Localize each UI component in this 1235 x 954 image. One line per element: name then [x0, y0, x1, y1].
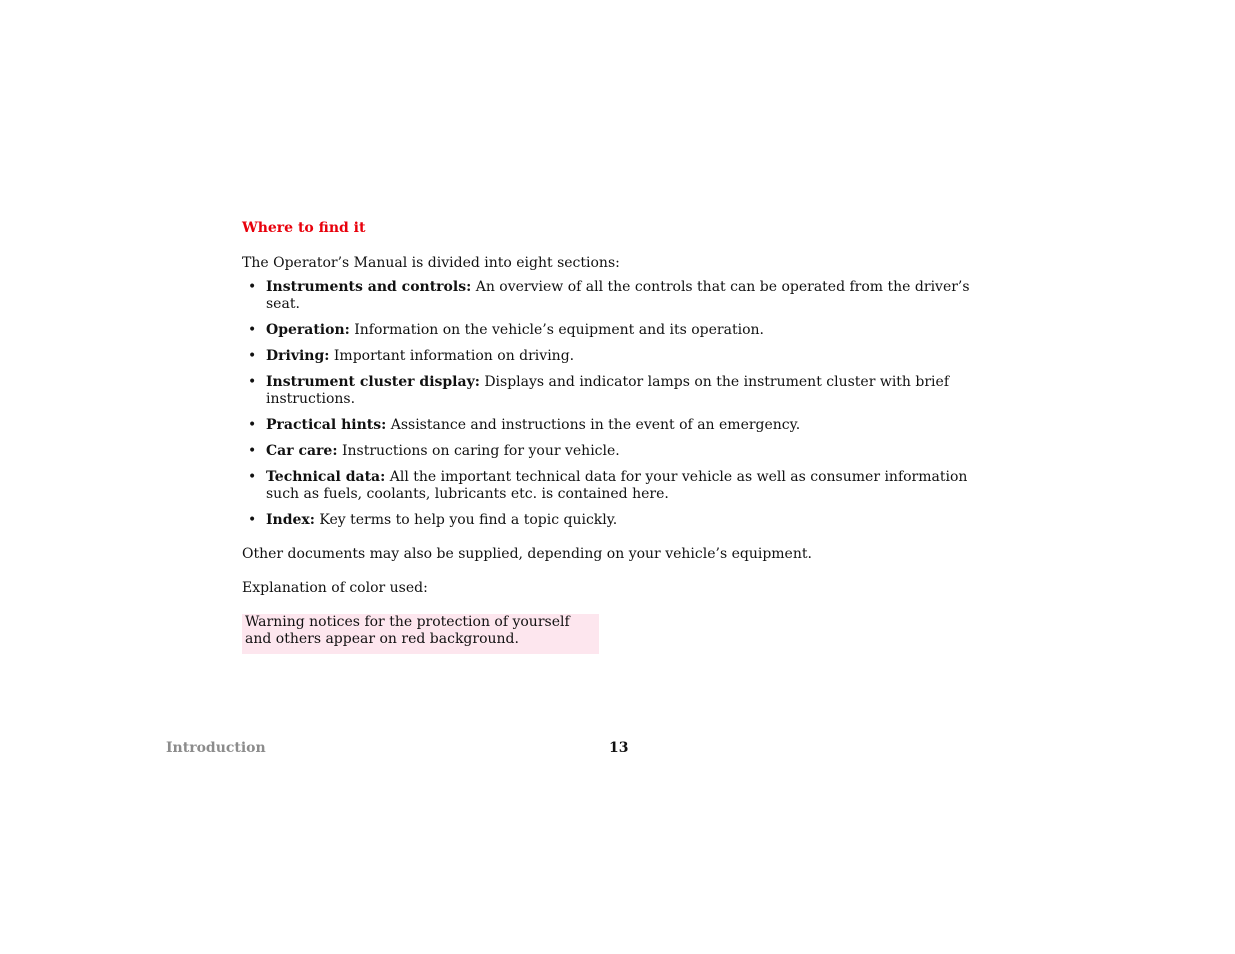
- list-item: [242, 443, 1002, 460]
- list-item-term: Index:: [266, 512, 315, 528]
- bullet: •: [248, 374, 257, 390]
- bullet: •: [248, 348, 257, 364]
- list-item: [242, 348, 1002, 365]
- color-explanation-label: Explanation of color used:: [242, 580, 428, 596]
- list-item-term: Car care:: [266, 443, 338, 459]
- list-item-term: Instruments and controls:: [266, 279, 472, 295]
- list-item: [242, 279, 1002, 313]
- list-item-text: Key terms to help you find a topic quickly.: [314, 512, 618, 528]
- intro-paragraph: The Operator’s Manual is divided into eight sections:: [242, 255, 620, 271]
- list-item: [242, 417, 1002, 434]
- list-item-text: Displays and indicator lamps on the instrument cluster with brief instructions.: [266, 374, 949, 407]
- list-item-text: Assistance and instructions in the event of an emergency.: [386, 417, 801, 433]
- list-item-text: All the important technical data for your vehicle as well as consumer information such as fuels, coolants, lubricants etc. is contained here.: [266, 469, 968, 502]
- bullet: •: [248, 512, 257, 528]
- list-item: [242, 374, 1002, 408]
- list-item-term: Driving:: [266, 348, 330, 364]
- list-item-term: Operation:: [266, 322, 350, 338]
- list-item: [242, 512, 1002, 529]
- list-item-text: Important information on driving.: [329, 348, 575, 364]
- bullet: •: [248, 322, 257, 338]
- list-item-text: An overview of all the controls that can be operated from the driver’s seat.: [266, 279, 970, 312]
- list-item-term: Technical data:: [266, 469, 386, 485]
- warning-example-box: Warning notices for the protection of yourself and others appear on red background.: [242, 614, 599, 654]
- list-item: [242, 322, 1002, 339]
- bullet: •: [248, 279, 257, 295]
- footer-section-label: Introduction: [166, 740, 266, 756]
- list-item-text: Information on the vehicle’s equipment and its operation.: [349, 322, 764, 338]
- list-item: [242, 469, 1002, 503]
- page-content: [242, 220, 1002, 654]
- list-item-term: Instrument cluster display:: [266, 374, 480, 390]
- sections-list: [242, 279, 1002, 529]
- section-title: Where to find it: [242, 220, 366, 236]
- bullet: •: [248, 443, 257, 459]
- other-documents-note: Other documents may also be supplied, depending on your vehicle’s equipment.: [242, 546, 812, 562]
- list-item-text: Instructions on caring for your vehicle.: [337, 443, 620, 459]
- bullet: •: [248, 469, 257, 485]
- list-item-term: Practical hints:: [266, 417, 387, 433]
- bullet: •: [248, 417, 257, 433]
- page-number: 13: [609, 740, 629, 756]
